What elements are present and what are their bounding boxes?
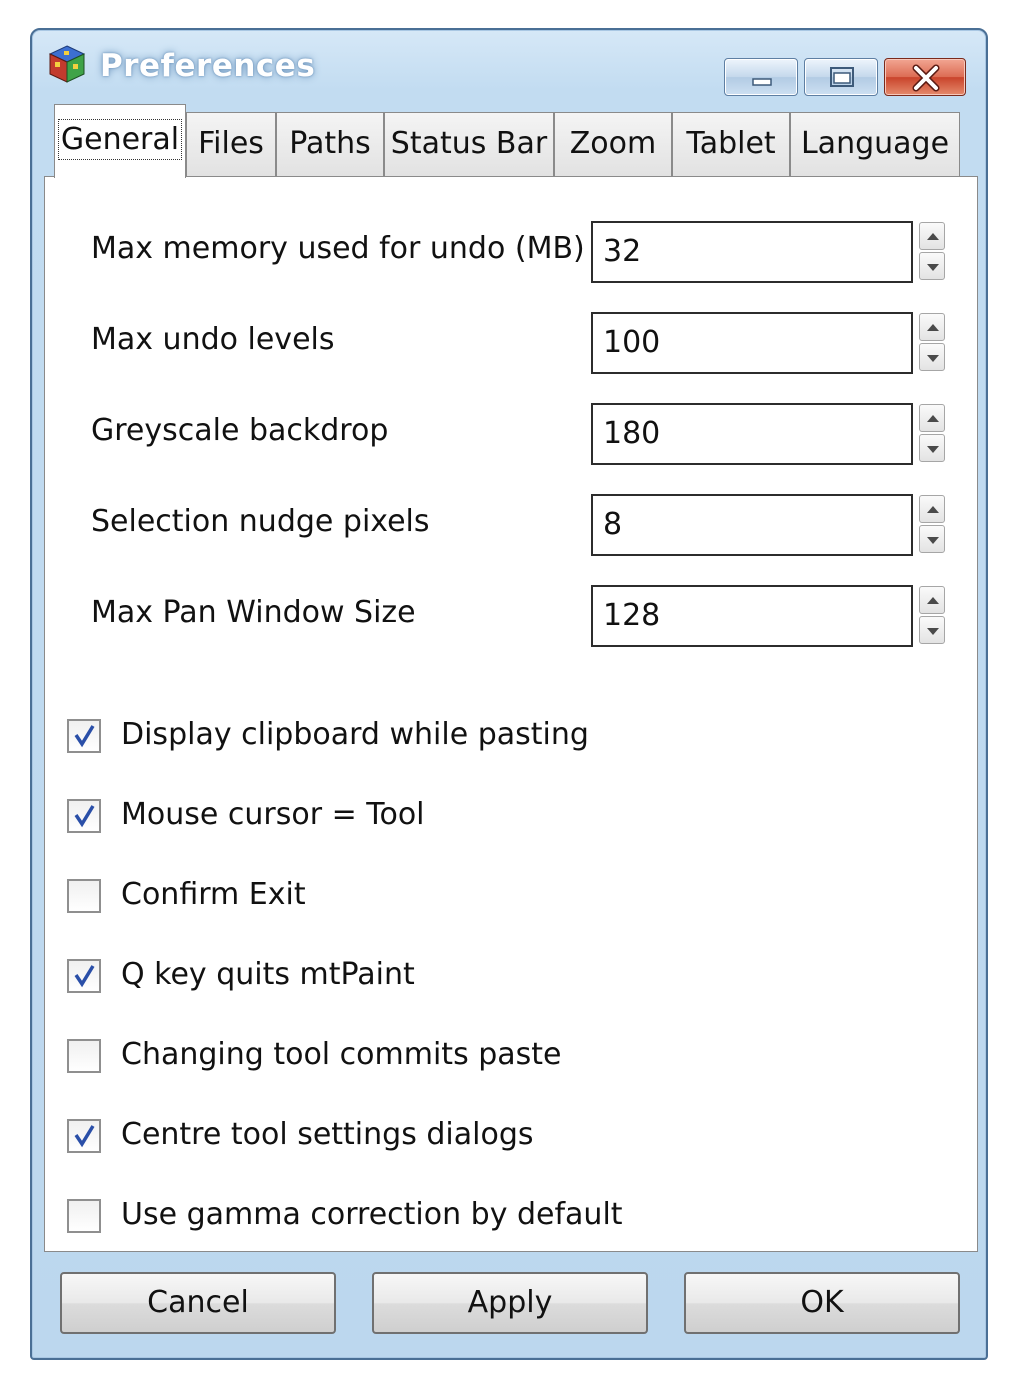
tab-label: Language xyxy=(800,126,950,161)
checkbox-label: Q key quits mtPaint xyxy=(121,957,415,992)
max-pan-window-size-input[interactable]: 128 xyxy=(591,585,913,647)
max-undo-memory-input[interactable]: 32 xyxy=(591,221,913,283)
arrow-down-icon xyxy=(920,253,946,281)
tab-zoom[interactable] xyxy=(554,112,672,176)
field-label: Max Pan Window Size xyxy=(91,595,416,630)
spin-up-button[interactable] xyxy=(919,586,945,614)
tab-status-bar[interactable] xyxy=(384,112,554,176)
preferences-window xyxy=(30,28,988,1360)
spin-buttons xyxy=(919,404,945,464)
greyscale-backdrop-input[interactable]: 180 xyxy=(591,403,913,465)
arrow-down-icon xyxy=(920,617,946,645)
spin-down-button[interactable] xyxy=(919,434,945,462)
selection-nudge-input[interactable]: 8 xyxy=(591,494,913,556)
checkbox-label: Mouse cursor = Tool xyxy=(121,797,425,832)
ok-button[interactable]: OK xyxy=(684,1272,960,1334)
general-tab-panel xyxy=(44,176,978,1252)
tab-language[interactable] xyxy=(790,112,960,176)
max-undo-levels-input[interactable]: 100 xyxy=(591,312,913,374)
tab-label: General xyxy=(58,119,182,160)
spin-up-button[interactable] xyxy=(919,404,945,432)
arrow-up-icon xyxy=(920,405,946,433)
tab-strip xyxy=(44,104,974,178)
spin-up-button[interactable] xyxy=(919,222,945,250)
tab-tablet[interactable] xyxy=(672,112,790,176)
tab-paths[interactable] xyxy=(276,112,384,176)
title-bar[interactable] xyxy=(32,30,986,108)
apply-button[interactable]: Apply xyxy=(372,1272,648,1334)
checkmark-icon xyxy=(71,801,99,831)
checkmark-icon xyxy=(71,721,99,751)
tab-label: Files xyxy=(198,126,264,161)
tab-label: Zoom xyxy=(569,126,657,161)
checkbox-label: Confirm Exit xyxy=(121,877,306,912)
spin-up-button[interactable] xyxy=(919,495,945,523)
minimize-button[interactable] xyxy=(724,58,798,96)
checkbox[interactable] xyxy=(67,1119,101,1153)
field-label: Greyscale backdrop xyxy=(91,413,389,448)
checkbox[interactable] xyxy=(67,719,101,753)
checkbox[interactable] xyxy=(67,1039,101,1073)
field-label: Selection nudge pixels xyxy=(91,504,430,539)
cancel-button[interactable]: Cancel xyxy=(60,1272,336,1334)
spin-buttons xyxy=(919,495,945,555)
field-label: Max memory used for undo (MB) xyxy=(91,231,585,266)
window-title: Preferences xyxy=(100,48,316,84)
tab-label: Status Bar xyxy=(390,126,548,161)
spin-down-button[interactable] xyxy=(919,343,945,371)
tab-label: Paths xyxy=(289,126,371,161)
checkbox-label: Centre tool settings dialogs xyxy=(121,1117,534,1152)
arrow-up-icon xyxy=(920,496,946,524)
arrow-down-icon xyxy=(920,344,946,372)
arrow-up-icon xyxy=(920,314,946,342)
arrow-up-icon xyxy=(920,587,946,615)
spin-down-button[interactable] xyxy=(919,252,945,280)
field-label: Max undo levels xyxy=(91,322,335,357)
maximize-button[interactable] xyxy=(804,58,878,96)
spin-buttons xyxy=(919,586,945,646)
checkbox[interactable] xyxy=(67,1199,101,1233)
minimize-icon xyxy=(725,59,799,97)
mtpaint-cube-icon xyxy=(48,44,86,84)
checkbox-label: Use gamma correction by default xyxy=(121,1197,623,1232)
checkbox[interactable] xyxy=(67,879,101,913)
tab-label: Tablet xyxy=(686,126,776,161)
close-button[interactable] xyxy=(884,58,966,96)
arrow-down-icon xyxy=(920,526,946,554)
close-icon xyxy=(885,59,967,97)
checkbox[interactable] xyxy=(67,959,101,993)
maximize-icon xyxy=(805,59,879,97)
tab-files[interactable] xyxy=(186,112,276,176)
checkbox[interactable] xyxy=(67,799,101,833)
arrow-down-icon xyxy=(920,435,946,463)
spin-down-button[interactable] xyxy=(919,525,945,553)
spin-down-button[interactable] xyxy=(919,616,945,644)
spin-buttons xyxy=(919,222,945,282)
spin-up-button[interactable] xyxy=(919,313,945,341)
arrow-up-icon xyxy=(920,223,946,251)
checkmark-icon xyxy=(71,1121,99,1151)
checkbox-label: Display clipboard while pasting xyxy=(121,717,589,752)
checkbox-label: Changing tool commits paste xyxy=(121,1037,562,1072)
tab-general[interactable] xyxy=(54,104,186,178)
checkmark-icon xyxy=(71,961,99,991)
spin-buttons xyxy=(919,313,945,373)
